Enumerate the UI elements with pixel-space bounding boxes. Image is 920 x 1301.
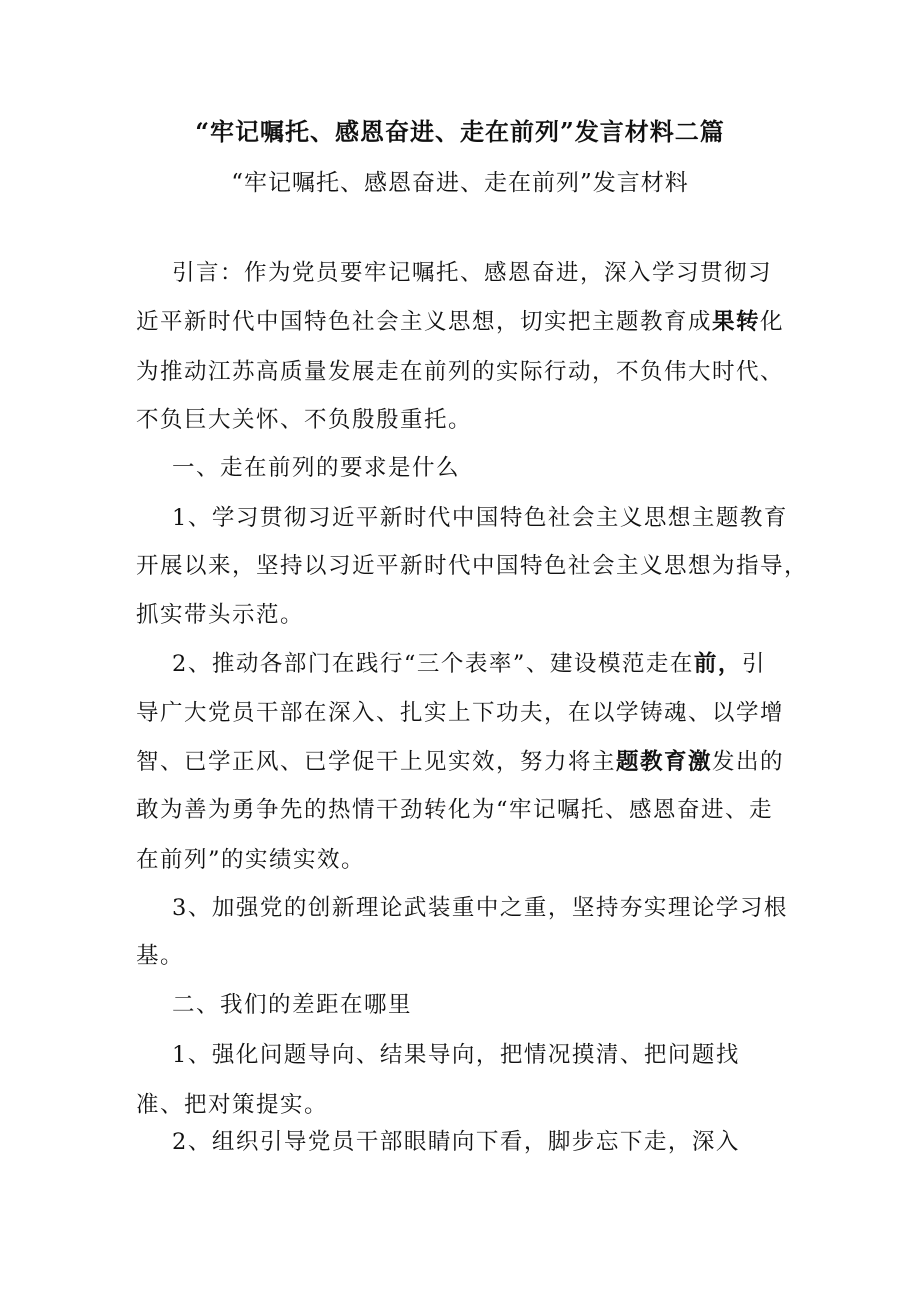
s1-p2-line-1 [172, 649, 766, 679]
s2-p2-line-1: 2、组织引导党员干部眼睛向下看，脚步忘下走，深入 [172, 1129, 740, 1155]
intro-line-3: 为推动江苏高质量发展走在前列的实际行动，不负伟大时代、 [136, 359, 785, 385]
s1-p3-line-1: 3、加强党的创新理论武装重中之重，坚持夯实理论学习根 [172, 895, 788, 921]
s1-p2-line-1-text: 2、推动各部门在践行“三个表率”、建设模范走在 [172, 651, 694, 677]
s2-p1-line-2: 准、把对策提实。 [136, 1092, 329, 1118]
intro-line-2-end: 化 [760, 309, 785, 335]
s1-p1-line-1: 1、学习贯彻习近平新时代中国特色社会主义思想主题教育 [172, 505, 788, 531]
intro-line-2-bold: 果转 [712, 309, 761, 335]
document-title: “牢记嘱托、感恩奋进、走在前列”发言材料二篇 [195, 117, 725, 146]
s1-p2-line-5: 在前列”的实绩实效。 [136, 847, 366, 873]
intro-line-2-text: 近平新时代中国特色社会主义思想，切实把主题教育成 [136, 309, 713, 335]
s1-p2-line-3 [136, 747, 784, 777]
s1-p2-line-1-bold: 前， [693, 651, 742, 677]
intro-line-2 [136, 307, 784, 337]
s1-p3-line-2: 基。 [136, 943, 185, 969]
s1-p2-line-3-end: 发出的 [712, 749, 785, 775]
s1-p2-line-2: 导广大党员干部在深入、扎实上下功夫，在以学铸魂、以学增 [136, 700, 785, 726]
s2-p1-line-1: 1、强化问题导向、结果导向，把情况摸清、把问题找 [172, 1042, 740, 1068]
s1-p1-line-2: 开展以来，坚持以习近平新时代中国特色社会主义思想为指导， [136, 553, 809, 579]
s1-p2-line-4: 敢为善为勇争先的热情干劲转化为“牢记嘱托、感恩奋进、走 [136, 797, 774, 823]
intro-line-1: 引言：作为党员要牢记嘱托、感恩奋进，深入学习贯彻习 [172, 260, 773, 286]
document-subtitle: “牢记嘱托、感恩奋进、走在前列”发言材料 [231, 170, 689, 196]
s1-p2-line-3-text: 智、已学正风、已学促干上见实效，努力将主 [136, 749, 617, 775]
section-1-heading: 一、走在前列的要求是什么 [172, 455, 461, 481]
s1-p1-line-3: 抓实带头示范。 [136, 602, 305, 628]
s1-p2-line-1-end: 引 [741, 651, 766, 677]
intro-line-4: 不负巨大关怀、不负殷殷重托。 [136, 407, 473, 433]
section-2-heading: 二、我们的差距在哪里 [172, 992, 413, 1018]
s1-p2-line-3-bold: 题教育激 [616, 749, 713, 775]
